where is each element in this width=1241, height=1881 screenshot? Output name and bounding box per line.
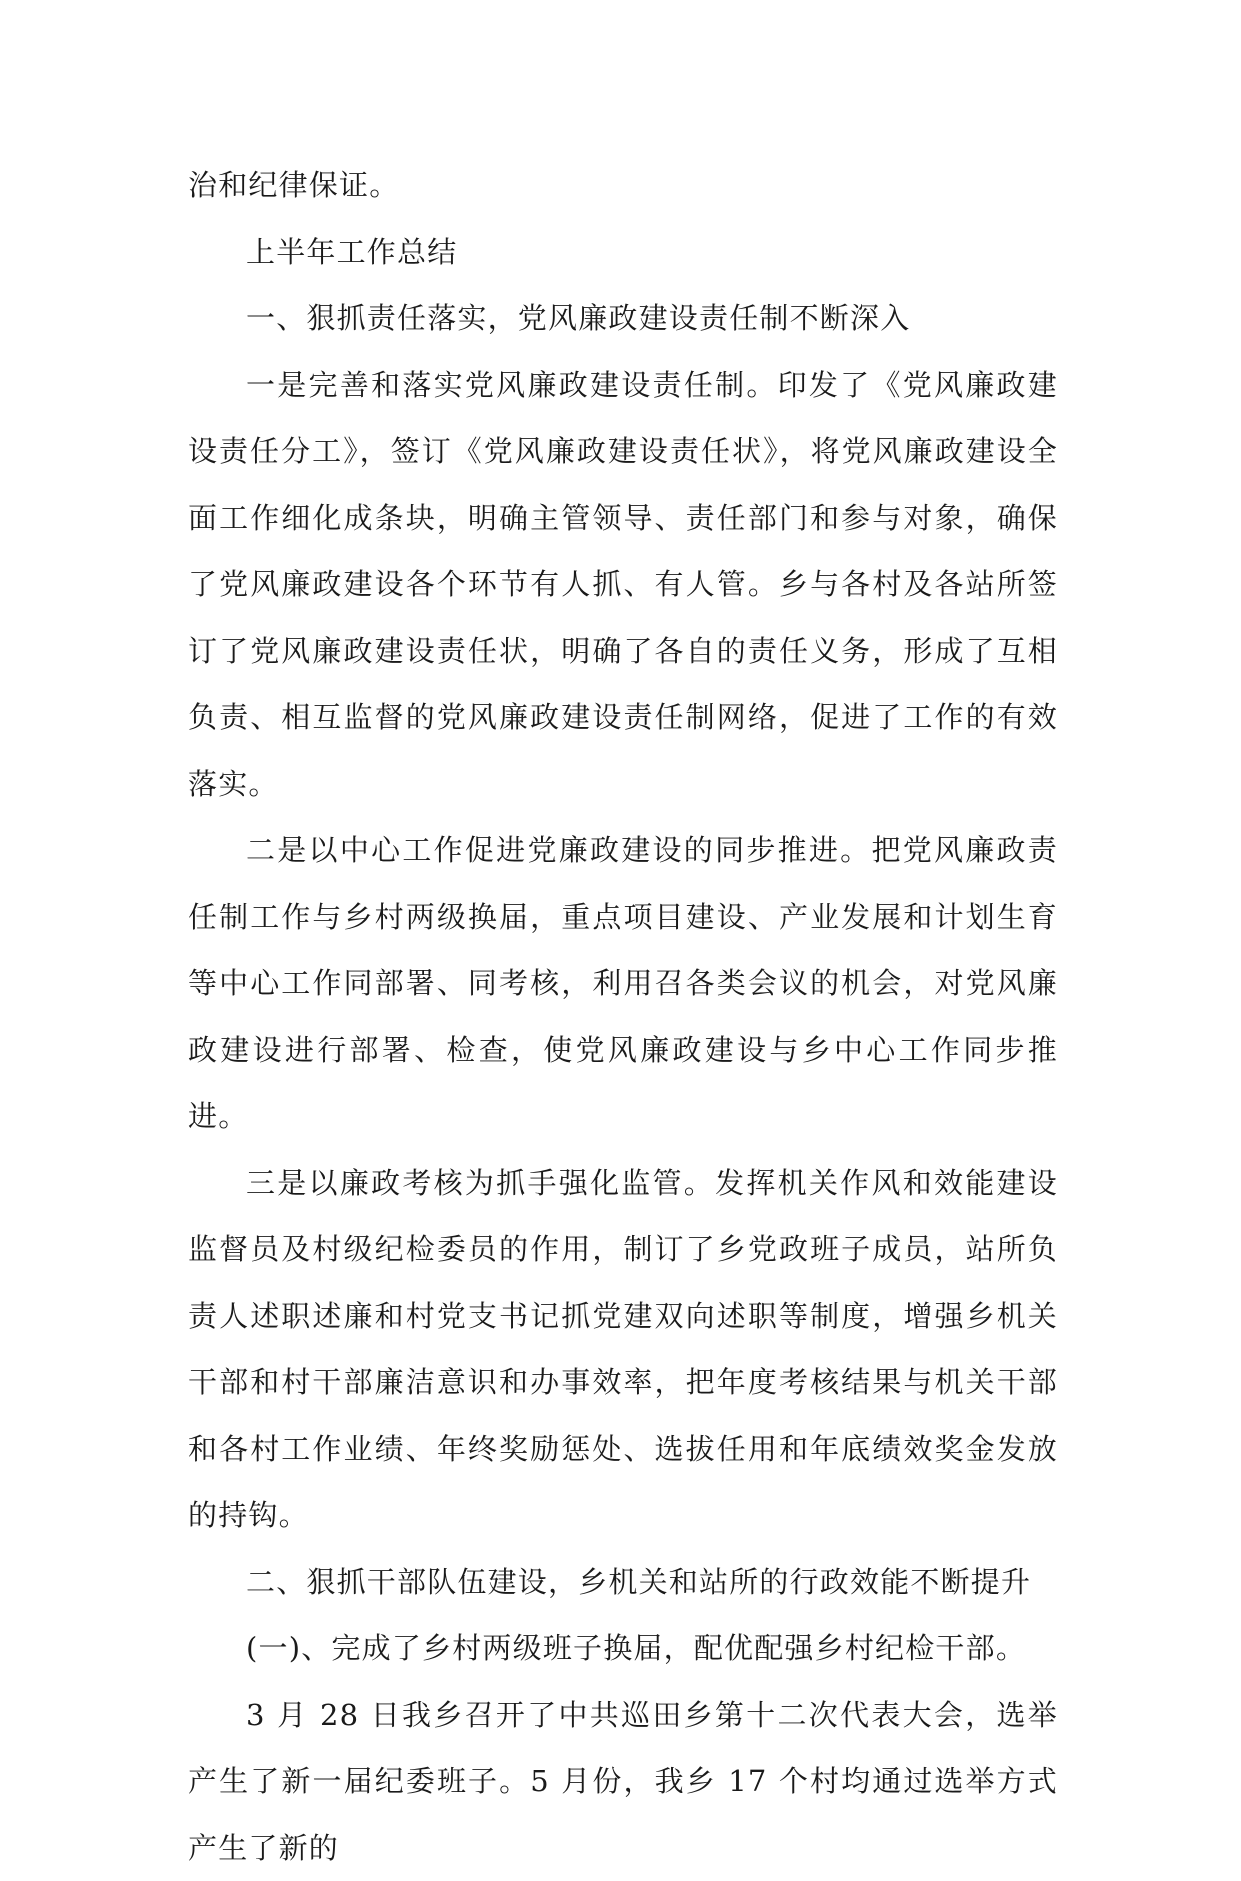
paragraph-responsibility-system: 一是完善和落实党风廉政建设责任制。印发了《党风廉政建设责任分工》，签订《党风廉政建设责任状》，将党风廉政建设全面工作细化成条块，明确主管领导、责任部门和参与对象，确保了党风廉政建设各个环节有人抓、有人管。乡与各村及各站所签订了党风廉政建设责任状，明确了各自的责任义务，形成了互相负责、相互监督的党风廉政建设责任制网络，促进了工作的有效落实。 (188, 352, 1058, 818)
paragraph-central-work: 二是以中心工作促进党廉政建设的同步推进。把党风廉政责任制工作与乡村两级换届，重点项目建设、产业发展和计划生育等中心工作同部署、同考核，利用召各类会议的机会，对党风廉政建设进行部署、检查，使党风廉政建设与乡中心工作同步推进。 (188, 817, 1058, 1150)
continuation-paragraph: 治和纪律保证。 (188, 152, 1058, 219)
paragraph-election: 3 月 28 日我乡召开了中共巡田乡第十二次代表大会，选举产生了新一届纪委班子。5 月份，我乡 17 个村均通过选举方式产生了新的 (188, 1682, 1058, 1881)
section-1-heading: 一、狠抓责任落实，党风廉政建设责任制不断深入 (188, 285, 1058, 352)
section-2-heading: 二、狠抓干部队伍建设，乡机关和站所的行政效能不断提升 (188, 1549, 1058, 1616)
document-body (188, 152, 1058, 1881)
paragraph-assessment: 三是以廉政考核为抓手强化监管。发挥机关作风和效能建设监督员及村级纪检委员的作用，制订了乡党政班子成员，站所负责人述职述廉和村党支书记抓党建双向述职等制度，增强乡机关干部和村干部廉洁意识和办事效率，把年度考核结果与机关干部和各村工作业绩、年终奖励惩处、选拔任用和年底绩效奖金发放的持钩。 (188, 1150, 1058, 1549)
summary-heading: 上半年工作总结 (188, 219, 1058, 286)
subsection-1-heading: (一)、完成了乡村两级班子换届，配优配强乡村纪检干部。 (188, 1615, 1058, 1682)
